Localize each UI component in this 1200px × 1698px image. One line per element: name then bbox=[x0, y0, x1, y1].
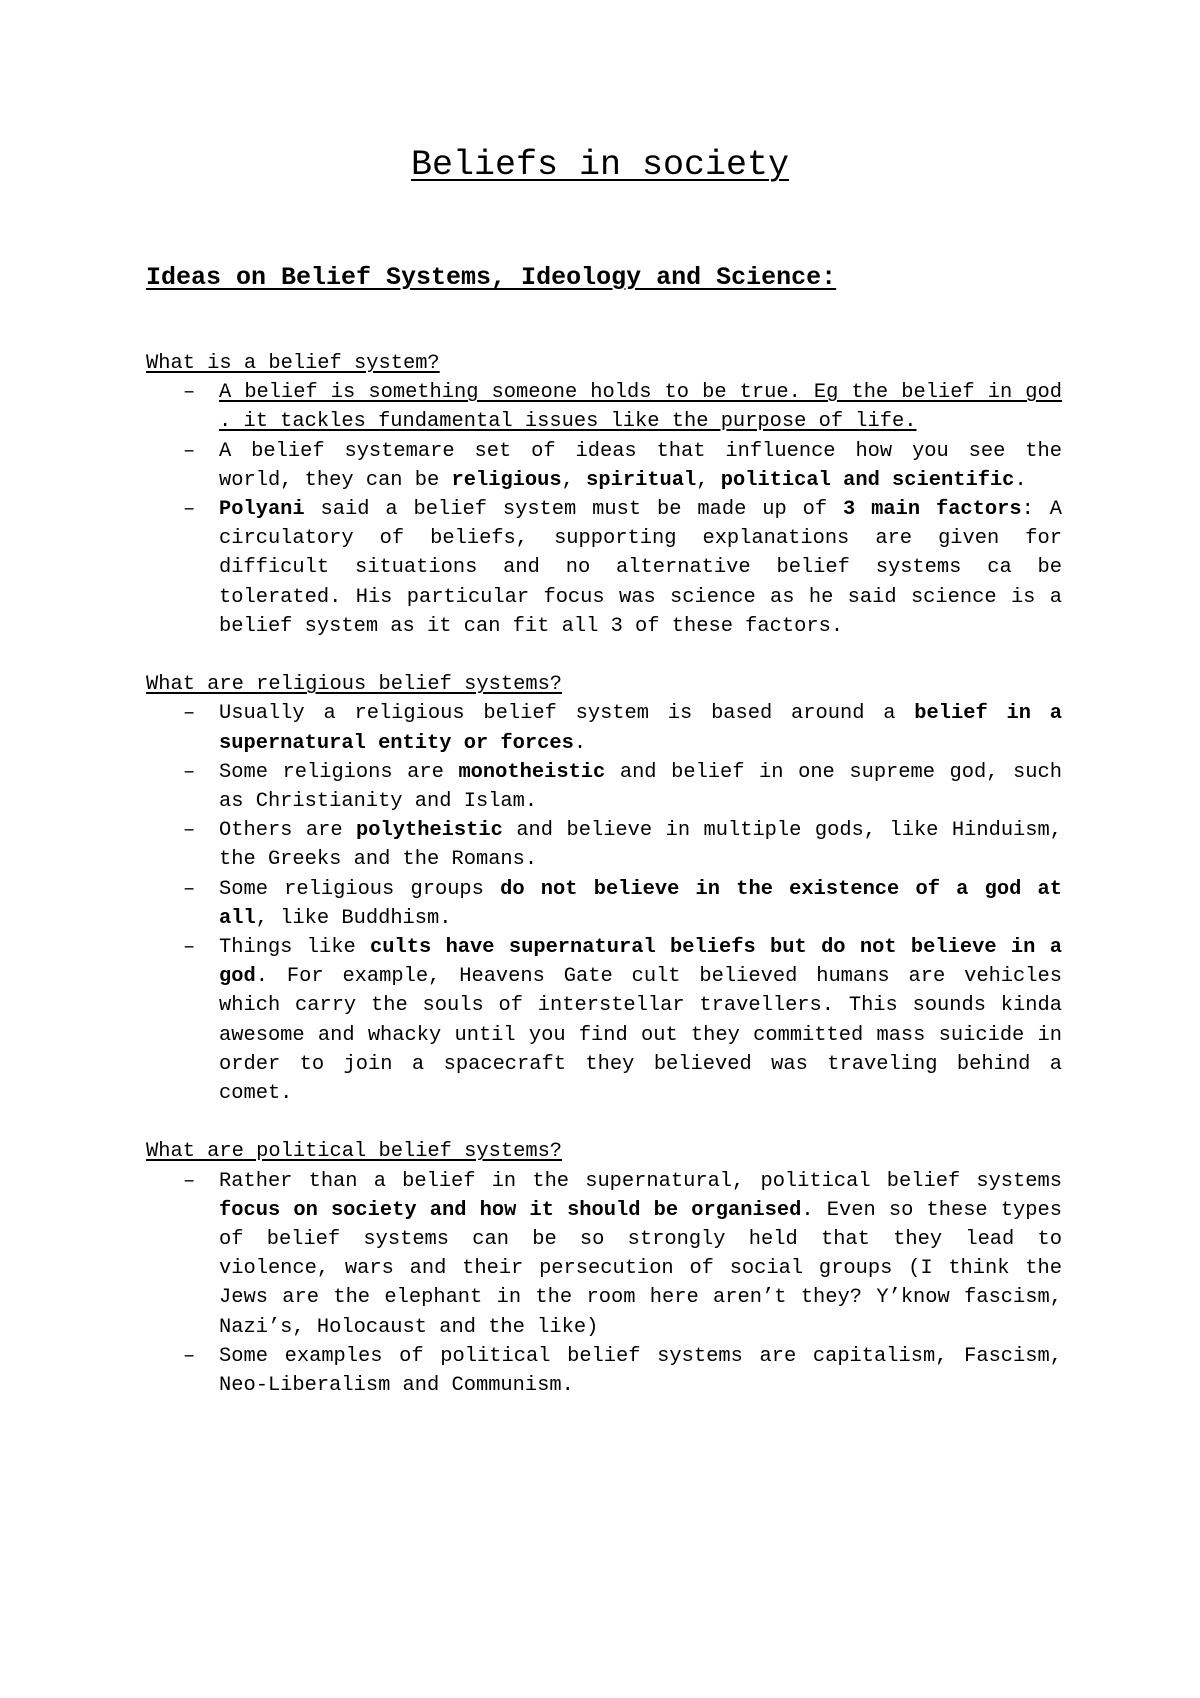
dash-bullet-icon: – bbox=[183, 1169, 196, 1193]
body-text: A belief is something someone holds to be true. Eg the belief in god . it tackles fundamental issues like the purpose of life. bbox=[219, 381, 1062, 434]
dash-bullet-icon: – bbox=[183, 498, 196, 522]
body-text: . bbox=[573, 731, 587, 755]
dash-bullet-icon: – bbox=[183, 936, 196, 960]
bold-text: 3 main factors bbox=[842, 498, 1022, 522]
document-section bbox=[146, 670, 1062, 1108]
bullet-item bbox=[146, 699, 1062, 757]
bold-text: focus on society and how it should be organised bbox=[219, 1198, 802, 1222]
body-text: . bbox=[1014, 468, 1027, 492]
bullet-item bbox=[146, 378, 1062, 436]
bullet-item bbox=[146, 875, 1062, 933]
bullet-item bbox=[146, 816, 1062, 874]
body-text: . Even so these types of belief systems can be so strongly held that they lead to violence, wars and their persecution of social groups (I think the Jews are the elephant in the room here aren’t they? Y’know fascism, Nazi’s, Holocaust and the like) bbox=[219, 1198, 1062, 1339]
dash-bullet-icon: – bbox=[183, 439, 196, 463]
dash-bullet-icon: – bbox=[183, 819, 196, 843]
body-text: , bbox=[561, 468, 587, 492]
body-text: Others are bbox=[219, 819, 357, 843]
bold-text: do not believe in the existence of a god at all bbox=[219, 877, 1062, 930]
bold-text: belief in a supernatural entity or forces bbox=[219, 702, 1062, 755]
bullet-list bbox=[146, 699, 1062, 1108]
body-text: : A circulatory of beliefs, supporting explanations are given for difficult situations and no alternative belief systems ca be tolerated. His particular focus was science as he said science is a belief system as it can fit all 3 of these factors. bbox=[219, 498, 1062, 638]
bold-text: religious bbox=[451, 468, 562, 492]
document-body bbox=[146, 349, 1062, 1429]
bullet-list bbox=[146, 1167, 1062, 1401]
document-section bbox=[146, 1137, 1062, 1400]
bullet-item bbox=[146, 437, 1062, 495]
body-text: Some religious groups bbox=[219, 877, 501, 901]
bold-text: spiritual bbox=[586, 468, 697, 492]
bullet-list bbox=[146, 378, 1062, 641]
section-heading: Ideas on Belief Systems, Ideology and Science: bbox=[146, 263, 837, 292]
bullet-item bbox=[146, 933, 1062, 1108]
document-section bbox=[146, 349, 1062, 641]
body-text: A belief systemare set of ideas that influence how you see the world, they can be bbox=[219, 439, 1062, 492]
bullet-item bbox=[146, 1342, 1062, 1400]
body-text: Some examples of political belief systems are capitalism, Fascism, Neo-Liberalism and Communism. bbox=[219, 1344, 1062, 1398]
section-question: What are political belief systems? bbox=[146, 1140, 563, 1164]
body-text: Rather than a belief in the supernatural, political belief systems bbox=[219, 1169, 1062, 1193]
body-text: said a belief system must be made up of bbox=[304, 498, 843, 522]
bold-text: political and scientific bbox=[720, 468, 1015, 492]
dash-bullet-icon: – bbox=[183, 702, 196, 726]
document-title: Beliefs in society bbox=[410, 145, 790, 185]
body-text: , like Buddhism. bbox=[255, 906, 452, 930]
body-text: Things like bbox=[219, 936, 371, 960]
bullet-item bbox=[146, 1167, 1062, 1342]
bold-text: Polyani bbox=[219, 498, 305, 522]
body-text: Some religions are bbox=[219, 760, 459, 784]
bold-text: polytheistic bbox=[356, 819, 503, 843]
body-text: and belief in one supreme god, such as Christianity and Islam. bbox=[219, 760, 1062, 814]
bold-text: monotheistic bbox=[458, 760, 606, 784]
body-text: . For example, Heavens Gate cult believed humans are vehicles which carry the souls of interstellar travellers. This sounds kinda awesome and whacky until you find out they committed mass suicide in order to join a spacecraft they believed was traveling behind a comet. bbox=[219, 965, 1062, 1106]
dash-bullet-icon: – bbox=[183, 1344, 196, 1368]
section-question: What is a belief system? bbox=[146, 352, 440, 375]
body-text: Usually a religious belief system is based around a bbox=[219, 702, 915, 726]
dash-bullet-icon: – bbox=[183, 877, 196, 901]
body-text: , bbox=[696, 468, 721, 492]
bullet-item bbox=[146, 495, 1062, 641]
dash-bullet-icon: – bbox=[183, 381, 196, 405]
bold-text: cults have supernatural beliefs but do not believe in a god bbox=[219, 936, 1062, 989]
bullet-item bbox=[146, 758, 1062, 816]
dash-bullet-icon: – bbox=[183, 760, 196, 784]
section-question: What are religious belief systems? bbox=[146, 673, 563, 697]
body-text: and believe in multiple gods, like Hinduism, the Greeks and the Romans. bbox=[219, 819, 1062, 872]
